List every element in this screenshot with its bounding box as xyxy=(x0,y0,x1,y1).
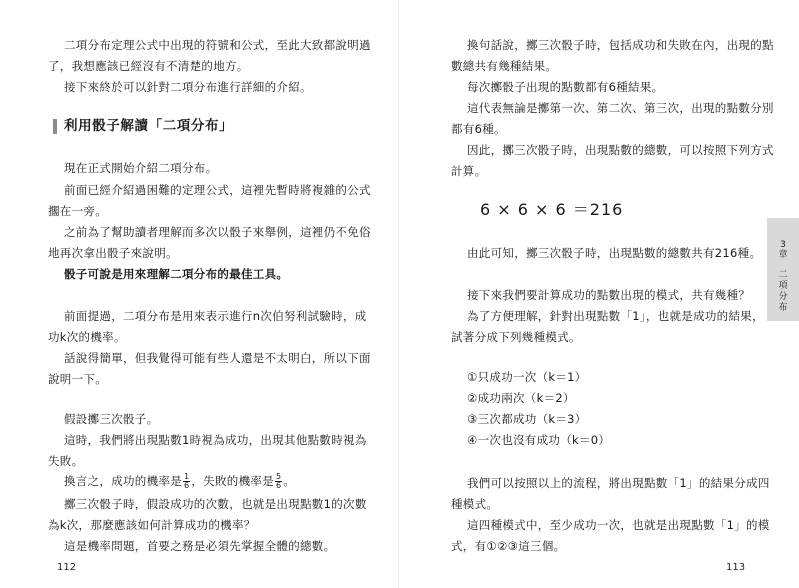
p11-text-b: ，失敗的機率是 xyxy=(191,474,274,488)
right-p7-line1: 為了方便理解，針對出現點數「1」，也就是成功的結果， xyxy=(467,309,764,323)
fraction-numerator: 1 xyxy=(184,472,190,481)
left-p7-line2: 功k次的機率。 xyxy=(48,330,126,344)
left-p10-line1: 這時，我們將出現點數1時視為成功，出現其他點數時視為 xyxy=(64,433,367,447)
left-p3-line1: 現在正式開始介紹二項分布。 xyxy=(64,161,218,175)
list-item-4: ④一次也沒有成功（k＝0） xyxy=(467,433,611,447)
left-p2-line1: 接下來終於可以針對二項分布進行詳細的介紹。 xyxy=(64,80,312,94)
left-p13-line1: 這是機率問題，首要之務是必須先掌握全體的總數。 xyxy=(64,539,336,553)
page-number-left: 112 xyxy=(57,562,77,573)
left-p8-line2: 說明一下。 xyxy=(48,372,107,386)
left-p10-line2: 失敗。 xyxy=(48,454,84,468)
chapter-number xyxy=(767,240,799,260)
left-p12-line2: 為k次，那麼應該如何計算成功的機率？ xyxy=(48,518,256,532)
left-p12-line1: 擲三次骰子時，假設成功的次數，也就是出現點數1的次數 xyxy=(64,497,367,511)
left-p9-line1: 假設擲三次骰子。 xyxy=(64,412,159,426)
right-p2-line1: 每次擲骰子出現的點數都有6種結果。 xyxy=(467,80,664,94)
left-p7-line1: 前面提過，二項分布是用來表示進行n次伯努利試驗時，成 xyxy=(64,309,367,323)
fraction-numerator: 5 xyxy=(276,472,282,481)
page-number-right: 113 xyxy=(726,562,746,573)
right-p7-line2: 試著分成下列幾種模式。 xyxy=(451,330,581,344)
gutter-divider xyxy=(398,0,399,588)
section-title: 利用骰子解讀「二項分布」 xyxy=(64,118,234,134)
right-p3-line1: 這代表無論是擲第一次、第二次、第三次，出現的點數分別 xyxy=(467,101,774,115)
right-p8-line1: 我們可以按照以上的流程，將出現點數「1」的結果分成四 xyxy=(467,476,770,490)
chapter-title: 二 項 分 布 xyxy=(778,270,788,313)
left-p6-bold: 骰子可說是用來理解二項分布的最佳工具。 xyxy=(64,267,289,281)
left-p5-line2: 地再次拿出骰子來說明。 xyxy=(48,246,178,260)
left-page xyxy=(0,0,399,588)
right-p9-line1: 這四種模式中，至少成功一次，也就是出現點數「1」的模 xyxy=(467,518,770,532)
right-p8-line2: 種模式。 xyxy=(451,497,499,511)
fraction-five-sixths xyxy=(275,473,282,490)
chapter-number-word: 章 xyxy=(778,250,788,260)
chapter-thumb-tab xyxy=(767,218,799,321)
right-p6-line1: 接下來我們要計算成功的點數出現的模式，共有幾種？ xyxy=(467,288,751,302)
right-p1-line2: 數總共有幾種結果。 xyxy=(451,59,558,73)
right-p4-line1: 因此，擲三次骰子時，出現點數的總數，可以按照下列方式 xyxy=(467,143,774,157)
right-p5-line1: 由此可知，擲三次骰子時，出現點數的總數共有216種。 xyxy=(467,246,762,260)
p11-text-c: 。 xyxy=(283,474,296,488)
left-p5-line1: 之前為了幫助讀者理解而多次以骰子來舉例，這裡仍不免俗 xyxy=(64,225,371,239)
chapter-number-digit: 3 xyxy=(780,240,786,250)
right-p3-line2: 都有6種。 xyxy=(451,122,506,136)
chapter-title-vertical xyxy=(767,270,799,314)
list-item-2: ②成功兩次（k＝2） xyxy=(467,391,575,405)
formula-total-outcomes: 6 × 6 × 6 ＝216 xyxy=(480,200,624,219)
right-p9-line2: 式，有①②③這三個。 xyxy=(451,539,566,553)
p11-text-a: 換言之，成功的機率是 xyxy=(64,474,182,488)
left-p1-line1: 二項分布定理公式中出現的符號和公式，至此大致都說明過 xyxy=(64,38,371,52)
right-p4-line2: 計算。 xyxy=(451,164,487,178)
fraction-one-sixth xyxy=(183,473,190,490)
fraction-denominator: 6 xyxy=(184,481,190,490)
left-p4-line1: 前面已經介紹過困難的定理公式，這裡先暫時將複雜的公式 xyxy=(64,183,371,197)
left-p4-line2: 擱在一旁。 xyxy=(48,204,107,218)
left-p8-line1: 話說得簡單，但我覺得可能有些人還是不太明白，所以下面 xyxy=(64,351,371,365)
right-p1-line1: 換句話說，擲三次骰子時，包括成功和失敗在內，出現的點 xyxy=(467,38,774,52)
list-item-3: ③三次都成功（k＝3） xyxy=(467,412,587,426)
left-p11-probability-line xyxy=(64,473,295,490)
list-item-1: ①只成功一次（k＝1） xyxy=(467,370,587,384)
left-p1-line2: 了，我想應該已經沒有不清楚的地方。 xyxy=(48,59,249,73)
fraction-denominator: 6 xyxy=(276,481,282,490)
section-marker xyxy=(53,119,57,134)
right-page xyxy=(400,0,799,588)
